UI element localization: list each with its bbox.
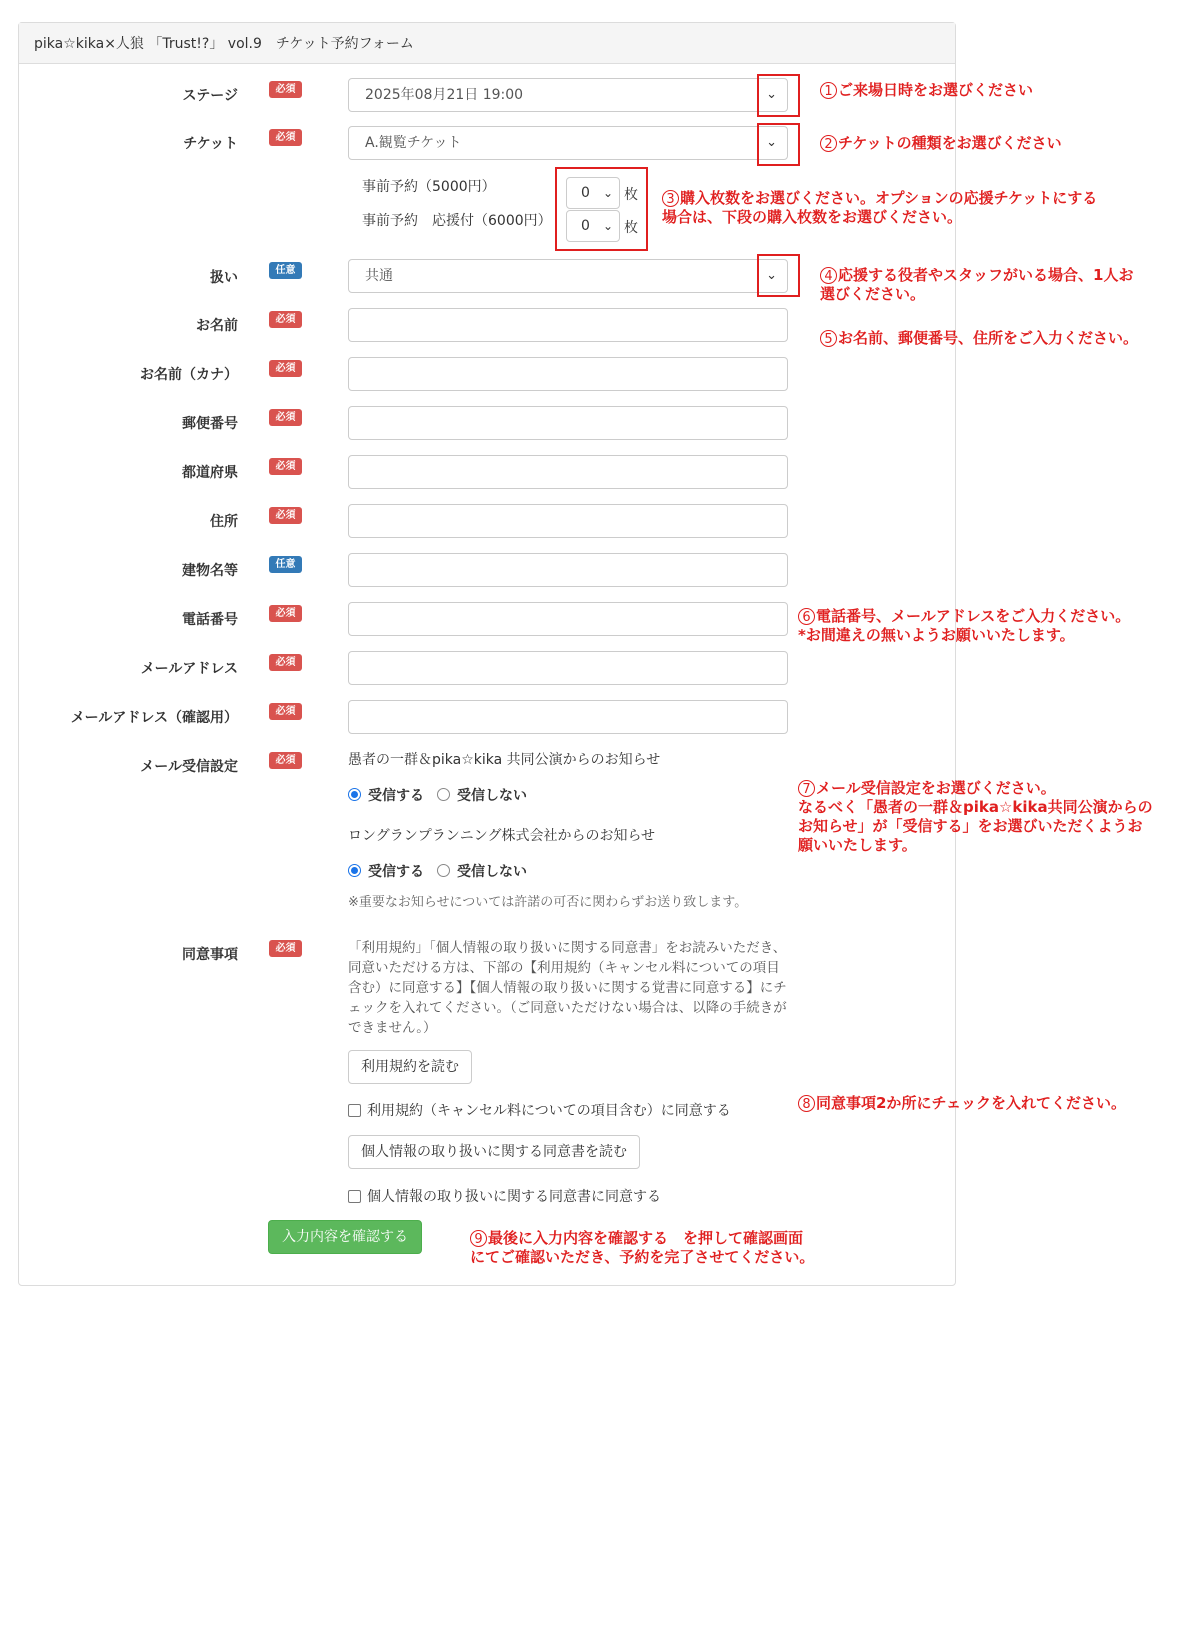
ticket-qty-value: 0 <box>581 218 590 234</box>
mail-group2-no-radio[interactable] <box>437 864 450 877</box>
prefecture-label: 都道府県 <box>182 465 238 481</box>
mail-setting-label: メール受信設定 <box>140 759 238 775</box>
privacy-checkbox[interactable] <box>348 1190 361 1203</box>
mail-group1-no-label[interactable]: 受信しない <box>457 788 527 804</box>
handling-value: 共通 <box>365 268 393 284</box>
annotation-2: 2 チケットの種類をお選びください <box>820 134 1062 153</box>
agreement-text: 「利用規約」「個人情報の取り扱いに関する同意書」をお読みいただき、同意いただける方は、下部の【利用規約（キャンセル料についての項目含む）に同意する】【個人情報の取り扱いに関する覚書に同意する】にチェックを入れてください。（ご同意いただけない場合は、以降の手続きができません。） <box>348 940 787 1036</box>
required-badge: 必須 <box>269 654 302 671</box>
annotation-1: 1 ご来場日時をお選びください <box>820 81 1033 100</box>
required-badge: 必須 <box>269 409 302 426</box>
mail-group1-yes-label[interactable]: 受信する <box>368 788 424 804</box>
chevron-down-icon: ⌄ <box>602 219 613 233</box>
required-badge: 必須 <box>269 129 302 146</box>
ticket-value: A.観覧チケット <box>365 135 462 151</box>
required-badge: 必須 <box>269 703 302 720</box>
terms-checkbox-label[interactable]: 利用規約（キャンセル料についての項目含む）に同意する <box>367 1103 731 1119</box>
address-label: 住所 <box>210 514 238 530</box>
highlight-box <box>757 74 800 117</box>
mail-group1-title: 愚者の一群＆pika☆kika 共同公演からのお知らせ <box>348 752 661 768</box>
ticket-select[interactable] <box>348 126 788 160</box>
required-badge: 必須 <box>269 605 302 622</box>
agreement-label: 同意事項 <box>182 947 238 963</box>
ticket-unit: 枚 <box>624 187 638 203</box>
ticket-label: チケット <box>183 136 238 152</box>
read-privacy-button[interactable]: 個人情報の取り扱いに関する同意書を読む <box>348 1135 640 1169</box>
mail-group2-yes-radio[interactable] <box>348 864 361 877</box>
read-terms-button[interactable]: 利用規約を読む <box>348 1050 472 1084</box>
mail-group1-no-radio[interactable] <box>437 788 450 801</box>
ticket-qty-value: 0 <box>581 185 590 201</box>
optional-badge: 任意 <box>269 262 302 279</box>
highlight-box <box>757 123 800 166</box>
annotation-6: 6 電話番号、メールアドレスをご入力ください。 *お間違えの無いようお願いいたします。 <box>798 607 1131 644</box>
kana-input[interactable] <box>348 357 788 391</box>
email-confirm-input[interactable] <box>348 700 788 734</box>
stage-value: 2025年08月21日 19:00 <box>365 87 524 103</box>
phone-input[interactable] <box>348 602 788 636</box>
mail-group2-no-label[interactable]: 受信しない <box>457 864 527 880</box>
required-badge: 必須 <box>269 940 302 957</box>
ticket-item-label: 事前予約（5000円） <box>362 179 496 195</box>
annotation-7: 7 メール受信設定をお選びください。 なるべく「愚者の一群＆pika☆kika共同公演からの お知らせ」が「受信する」をお選びいただくようお 願いいたします。 <box>798 779 1153 854</box>
postal-label: 郵便番号 <box>182 416 238 432</box>
required-badge: 必須 <box>269 81 302 98</box>
mail-group1-yes-radio[interactable] <box>348 788 361 801</box>
name-label: お名前 <box>196 318 238 334</box>
required-badge: 必須 <box>269 752 302 769</box>
required-badge: 必須 <box>269 507 302 524</box>
annotation-8: 8 同意事項2か所にチェックを入れてください。 <box>798 1094 1126 1113</box>
stage-label: ステージ <box>182 88 238 104</box>
phone-label: 電話番号 <box>182 612 238 628</box>
chevron-down-icon: ⌄ <box>766 87 777 102</box>
email-input[interactable] <box>348 651 788 685</box>
building-label: 建物名等 <box>182 563 238 579</box>
page-title: pika☆kika×人狼 「Trust!?」 vol.9 チケット予約フォーム <box>19 23 955 64</box>
privacy-checkbox-label[interactable]: 個人情報の取り扱いに関する同意書に同意する <box>367 1189 661 1205</box>
confirm-input-button[interactable]: 入力内容を確認する <box>268 1220 422 1254</box>
annotation-9: 9 最後に入力内容を確認する を押して確認画面 にてご確認いただき、予約を完了させてください。 <box>470 1229 815 1266</box>
annotation-3: 3 購入枚数をお選びください。オプションの応援チケットにする 場合は、下段の購入枚数をお選びください。 <box>662 189 1098 226</box>
name-input[interactable] <box>348 308 788 342</box>
postal-input[interactable] <box>348 406 788 440</box>
highlight-box <box>555 167 648 251</box>
required-badge: 必須 <box>269 360 302 377</box>
chevron-down-icon: ⌄ <box>766 268 777 283</box>
stage-select[interactable] <box>348 78 788 112</box>
terms-checkbox[interactable] <box>348 1104 361 1117</box>
ticket-unit: 枚 <box>624 220 638 236</box>
mail-group2-title: ロングランプランニング株式会社からのお知らせ <box>348 828 656 844</box>
prefecture-input[interactable] <box>348 455 788 489</box>
handling-label: 扱い <box>210 270 238 286</box>
highlight-box <box>757 254 800 297</box>
required-badge: 必須 <box>269 458 302 475</box>
optional-badge: 任意 <box>269 556 302 573</box>
email-confirm-label: メールアドレス（確認用） <box>70 710 238 726</box>
required-badge: 必須 <box>269 311 302 328</box>
handling-select[interactable] <box>348 259 788 293</box>
ticket-item-label: 事前予約 応援付（6000円） <box>362 213 552 229</box>
address-input[interactable] <box>348 504 788 538</box>
chevron-down-icon: ⌄ <box>766 135 777 150</box>
mail-group2-yes-label[interactable]: 受信する <box>368 864 424 880</box>
annotation-4: 4 応援する役者やスタッフがいる場合、1人お 選びください。 <box>820 266 1134 303</box>
annotation-5: 5 お名前、郵便番号、住所をご入力ください。 <box>820 329 1138 348</box>
kana-label: お名前（カナ） <box>140 367 238 383</box>
building-input[interactable] <box>348 553 788 587</box>
mail-note: ※重要なお知らせについては許諾の可否に関わらずお送り致します。 <box>348 895 748 910</box>
chevron-down-icon: ⌄ <box>602 186 613 200</box>
email-label: メールアドレス <box>140 661 238 677</box>
